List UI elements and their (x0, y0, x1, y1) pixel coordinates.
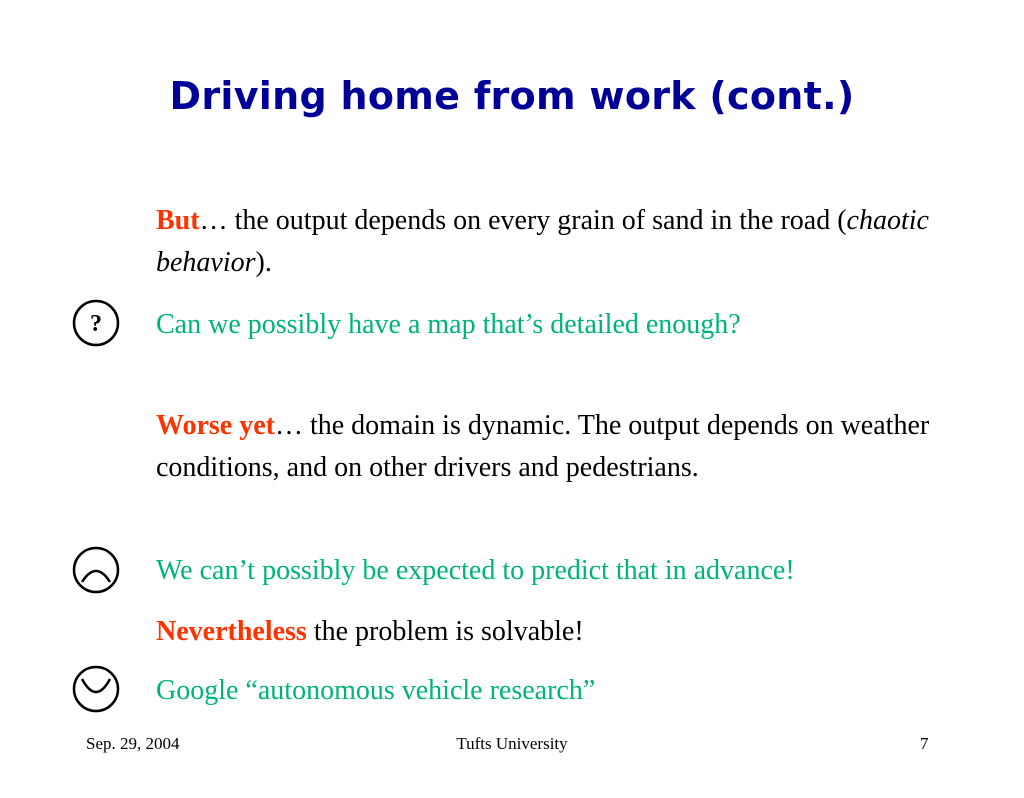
paragraph-worse-yet (156, 405, 946, 489)
comment-predict: We can’t possibly be expected to predict that in advance! (156, 555, 795, 586)
paragraph-but-italic: chaotic behavior (156, 205, 929, 278)
frown-face-icon (72, 546, 120, 594)
paragraph-but-text-a: … the output depends on every grain of sand in the road ( (199, 205, 847, 236)
question-glyph: ? (90, 311, 102, 337)
paragraph-worse-yet-text: … the domain is dynamic. The output depends on weather conditions, and on other drivers and pedestrians. (156, 410, 930, 483)
paragraph-but (156, 200, 946, 284)
paragraph-nevertheless (156, 611, 946, 653)
comment-map: Can we possibly have a map that’s detailed enough? (156, 309, 741, 340)
slide-title: Driving home from work (cont.) (169, 74, 855, 118)
comment-google: Google “autonomous vehicle research” (156, 675, 596, 706)
footer-org: Tufts University (456, 734, 568, 753)
paragraph-but-text-b: ). (255, 247, 272, 278)
lead-nevertheless: Nevertheless (156, 616, 307, 647)
lead-but: But (156, 205, 200, 236)
paragraph-nevertheless-text: the problem is solvable! (306, 616, 584, 647)
question-face-icon (72, 299, 120, 347)
smile-face-icon (72, 665, 120, 713)
footer-date: Sep. 29, 2004 (86, 734, 180, 753)
lead-worse-yet: Worse yet (156, 410, 275, 441)
footer-page-number: 7 (920, 734, 929, 753)
